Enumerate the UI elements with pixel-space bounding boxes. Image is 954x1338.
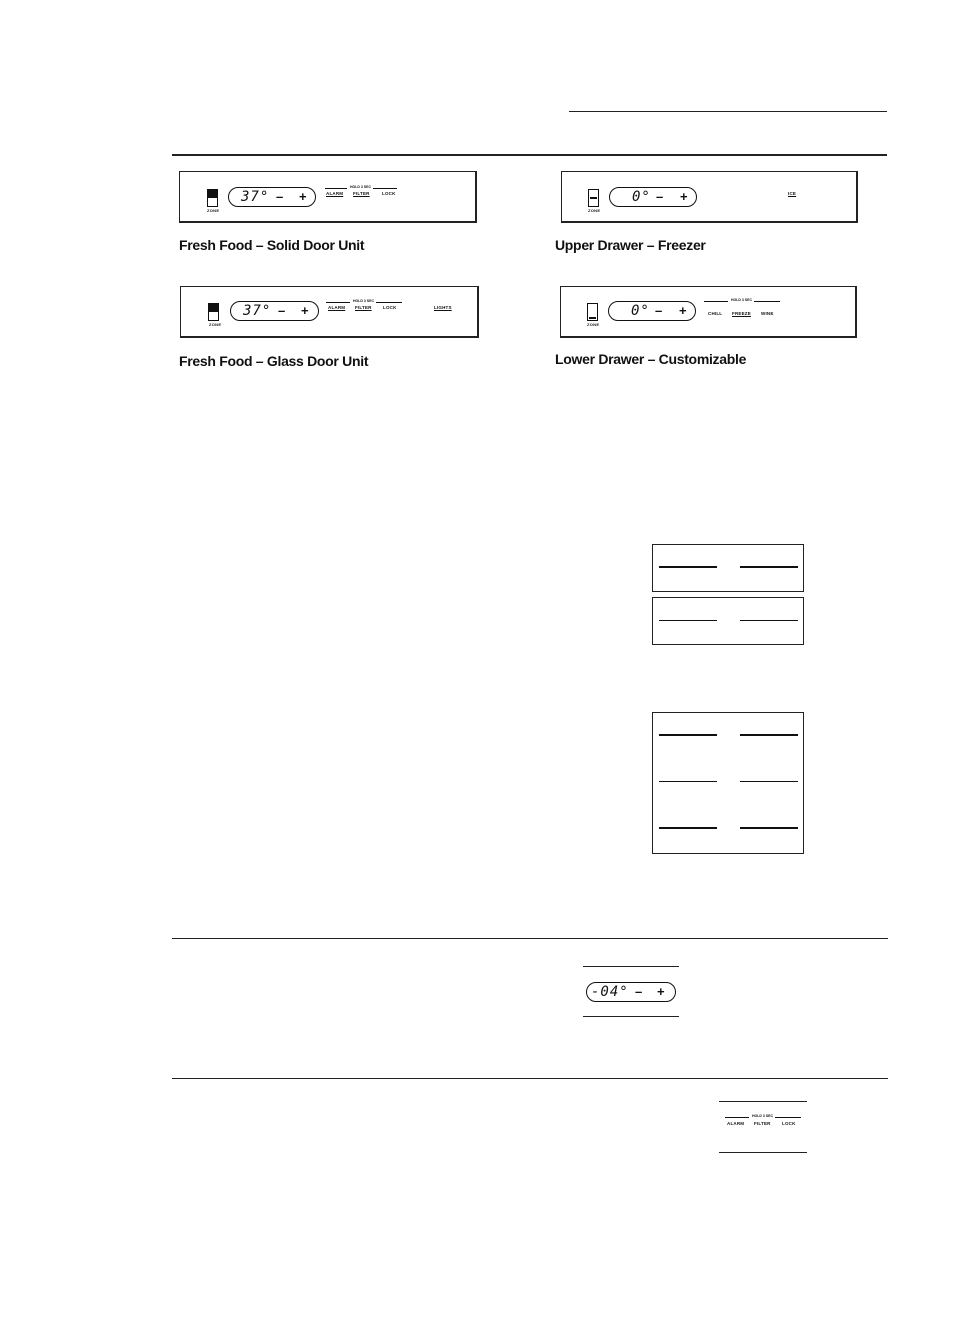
hold-bracket-left (725, 1117, 749, 1118)
temperature-display (230, 301, 319, 321)
minus-button[interactable]: – (656, 189, 664, 204)
blank-table-lower (652, 597, 804, 645)
zone-label: ZONE (207, 208, 220, 213)
header-rule (569, 111, 887, 112)
offset-readout: -04° (591, 984, 629, 1000)
alarm-button[interactable]: ALARM (727, 1121, 745, 1126)
freeze-button[interactable]: FREEZE (732, 311, 751, 316)
blank-table-upper (652, 544, 804, 592)
zone-label: ZONE (209, 322, 222, 327)
zone-button[interactable] (588, 189, 599, 207)
alarm-button[interactable]: ALARM (326, 191, 344, 196)
minus-button[interactable]: – (276, 189, 284, 204)
caption-upper-drawer: Upper Drawer – Freezer (555, 237, 706, 253)
table-line (740, 827, 798, 829)
lock-button[interactable]: LOCK (382, 191, 396, 196)
blank-table-tall (652, 712, 804, 854)
plus-button[interactable]: + (679, 303, 687, 318)
hold-bracket-right (754, 301, 780, 302)
hold-label: HOLD 3 SEC (731, 298, 753, 302)
temperature-readout: 0° (632, 189, 651, 205)
hold-bracket-right (373, 188, 397, 189)
hold-label: HOLD 3 SEC (752, 1114, 774, 1118)
temperature-readout: 0° (631, 303, 650, 319)
hold-bracket-left (326, 302, 350, 303)
table-line (740, 566, 798, 568)
fresh-food-glass-panel (180, 286, 479, 338)
table-line (740, 781, 798, 782)
table-line (740, 620, 798, 621)
plus-button[interactable]: + (299, 189, 307, 204)
table-line (659, 566, 717, 568)
ice-button[interactable]: ICE (788, 191, 797, 196)
table-line (659, 734, 717, 736)
plus-button[interactable]: + (680, 189, 688, 204)
plus-button[interactable]: + (301, 303, 309, 318)
lock-rule-bottom (719, 1152, 807, 1153)
temperature-display (228, 187, 316, 207)
zone-button[interactable] (587, 303, 598, 321)
caption-fresh-food-solid: Fresh Food – Solid Door Unit (179, 237, 365, 253)
lights-button[interactable]: LIGHTS (434, 305, 452, 310)
hold-bracket-left (704, 301, 728, 302)
table-line (740, 734, 798, 736)
offset-rule-top (583, 966, 679, 967)
caption-lower-drawer: Lower Drawer – Customizable (555, 351, 747, 367)
temperature-readout: 37° (241, 189, 270, 205)
temperature-display (608, 301, 696, 321)
table-line (659, 620, 717, 621)
hold-bracket-right (775, 1117, 801, 1118)
offset-display (586, 982, 676, 1002)
filter-button[interactable]: FILTER (355, 305, 372, 310)
zone-label: ZONE (587, 322, 600, 327)
hold-bracket-right (376, 302, 402, 303)
hold-label: HOLD 3 SEC (353, 299, 375, 303)
temperature-readout: 37° (243, 303, 272, 319)
table-line (659, 781, 717, 782)
hold-bracket-left (325, 188, 347, 189)
caption-fresh-food-glass: Fresh Food – Glass Door Unit (179, 353, 369, 369)
section-rule-offset (172, 938, 888, 939)
hold-label: HOLD 3 SEC (350, 185, 372, 189)
minus-button[interactable]: – (635, 984, 643, 999)
filter-button[interactable]: FILTER (353, 191, 370, 196)
offset-rule-bottom (583, 1016, 679, 1017)
filter-button[interactable]: FILTER (754, 1121, 771, 1126)
minus-button[interactable]: – (655, 303, 663, 318)
upper-drawer-panel (561, 171, 858, 223)
temperature-display (609, 187, 697, 207)
wine-button[interactable]: WINE (761, 311, 774, 316)
zone-button[interactable] (207, 189, 218, 207)
alarm-button[interactable]: ALARM (328, 305, 346, 310)
table-line (659, 827, 717, 829)
lock-button[interactable]: LOCK (782, 1121, 796, 1126)
lower-drawer-panel (560, 286, 857, 338)
minus-button[interactable]: – (278, 303, 286, 318)
fresh-food-solid-panel (179, 171, 477, 223)
lock-rule-top (719, 1101, 807, 1102)
chill-button[interactable]: CHILL (708, 311, 723, 316)
plus-button[interactable]: + (657, 984, 665, 999)
section-rule-lock (172, 1078, 888, 1079)
zone-button[interactable] (208, 303, 219, 321)
zone-label: ZONE (588, 208, 601, 213)
section-rule-top (172, 154, 887, 156)
lock-button[interactable]: LOCK (383, 305, 397, 310)
